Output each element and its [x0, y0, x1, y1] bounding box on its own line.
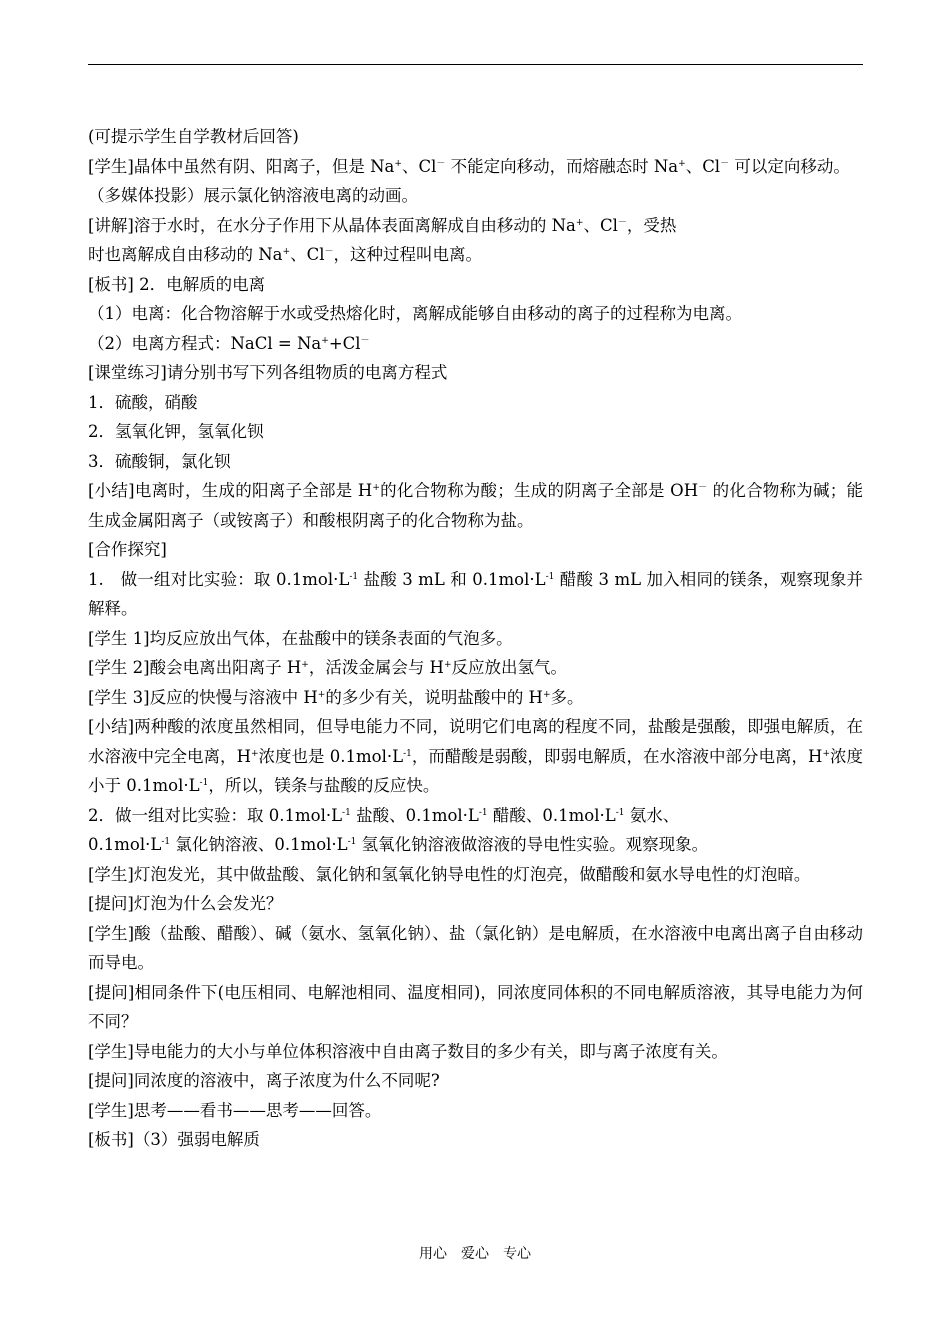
superscript: -1 [545, 571, 555, 582]
text-run: 浓度小于 0.1mol·L [88, 746, 864, 795]
superscript: -1 [615, 807, 625, 818]
text-run: [学生]思考——看书——思考——回答。 [88, 1100, 382, 1120]
text-run: 盐酸、0.1mol·L [350, 805, 479, 825]
text-run: [学生]导电能力的大小与单位体积溶液中自由离子数目的多少有关，即与离子浓度有关。 [88, 1041, 728, 1061]
text-run: [板书]（3）强弱电解质 [88, 1130, 260, 1149]
text-run: 盐酸 3 mL 和 0.1mol·L [358, 569, 546, 589]
text-run: 浓度也是 0.1mol·L [258, 746, 404, 766]
text-run: ，活泼金属会与 H [308, 658, 444, 677]
paragraph [88, 653, 863, 683]
paragraph [88, 683, 863, 713]
text-run: 的多少有关，说明盐酸中的 H [325, 687, 543, 707]
paragraph [88, 122, 863, 152]
superscript: -1 [161, 837, 171, 847]
text-run: （多媒体投影）展示氯化钠溶液电离的动画。 [88, 186, 418, 205]
superscript: + [301, 660, 309, 670]
superscript: -1 [342, 807, 351, 818]
text-run: 氯化钠溶液、0.1mol·L [170, 835, 348, 854]
superscript: + [250, 748, 259, 759]
text-run: 0.1mol·L [88, 835, 162, 854]
paragraph [88, 270, 863, 300]
text-run: [小结]电离时，生成的阳离子全部是 H [88, 481, 373, 500]
text-run: 2．氢氧化钾，氢氧化钡 [88, 422, 264, 441]
superscript: + [317, 689, 326, 700]
text-run: ，所以，镁条与盐酸的反应快。 [208, 776, 440, 795]
text-run: 氨水、 [624, 805, 680, 825]
text-run: 、Cl [583, 215, 618, 235]
text-run: ，而醋酸是弱酸，即弱电解质，在水溶液中部分电离，H [411, 746, 823, 766]
text-run: [提问]灯泡为什么会发光？ [88, 894, 283, 913]
superscript: － [617, 217, 627, 228]
text-run: [提问]相同条件下(电压相同、电解池相同、温度相同)，同浓度同体积的不同电解质溶液，其导电能力为何不同？ [88, 982, 863, 1031]
paragraph [88, 1096, 863, 1126]
text-run: 、Cl [290, 245, 325, 264]
paragraph [88, 476, 863, 535]
paragraph [88, 211, 863, 241]
superscript: + [394, 158, 402, 169]
paragraph [88, 417, 863, 447]
paragraph [88, 889, 863, 919]
paragraph [88, 388, 863, 418]
text-run: 多。 [550, 687, 584, 707]
text-run: [学生 1]均反应放出气体，在盐酸中的镁条表面的气泡多。 [88, 628, 513, 648]
superscript: + [443, 660, 452, 670]
superscript: + [282, 247, 291, 257]
text-run: 2．做一组对比实验：取 0.1mol·L [88, 805, 343, 825]
text-run: 1．硫酸，硝酸 [88, 392, 198, 412]
superscript: － [698, 483, 708, 493]
text-run: 的化合物称为碱；能生成金属阳离子（或铵离子）和酸根阴离子的化合物称为盐。 [88, 481, 864, 530]
text-run: 可以定向移动。 [729, 156, 850, 176]
text-run: 的化合物称为酸；生成的阴离子全部是 OH [379, 481, 699, 500]
text-run: (可提示学生自学教材后回答) [88, 127, 299, 146]
paragraph [88, 860, 863, 890]
paragraph [88, 152, 863, 182]
paragraph [88, 299, 863, 329]
superscript: -1 [199, 778, 209, 788]
superscript: + [542, 689, 551, 700]
paragraph [88, 919, 863, 978]
text-run: [合作探究] [88, 540, 167, 559]
superscript: + [321, 335, 329, 346]
text-run: [学生 3]反应的快慢与溶液中 H [88, 687, 318, 707]
document-body [88, 122, 863, 1155]
superscript: + [575, 217, 584, 228]
text-run: [板书] 2．电解质的电离 [88, 274, 266, 294]
text-run: 、Cl [401, 156, 437, 176]
paragraph [88, 329, 863, 359]
paragraph [88, 1125, 863, 1155]
paragraph [88, 240, 863, 270]
text-run: [学生]灯泡发光，其中做盐酸、氯化钠和氢氧化钠导电性的灯泡亮，做醋酸和氨水导电性的灯泡暗。 [88, 864, 811, 884]
text-run: +Cl [328, 333, 361, 353]
text-run: 时也离解成自由移动的 Na [88, 245, 283, 264]
paragraph [88, 358, 863, 388]
text-run: [小结]两种酸的浓度虽然相同，但导电能力不同，说明它们电离的程度不同，盐酸是强酸，即强电解质，在水溶液中完全电离，H [88, 717, 863, 766]
paragraph [88, 624, 863, 654]
text-run: （1）电离：化合物溶解于水或受热熔化时，离解成能够自由移动的离子的过程称为电离。 [88, 304, 742, 323]
paragraph [88, 1066, 863, 1096]
superscript: － [436, 158, 446, 169]
superscript: + [372, 483, 380, 493]
text-run: [学生]酸（盐酸、醋酸）、碱（氨水、氢氧化钠）、盐（氯化钠）是电解质，在水溶液中电离出离子自由移动而导电。 [88, 923, 863, 972]
text-run: 醋酸、0.1mol·L [487, 805, 616, 825]
superscript: -1 [347, 837, 357, 847]
paragraph [88, 565, 863, 624]
page-footer: 用心 爱心 专心 [419, 1246, 531, 1262]
text-run: 氢氧化钠溶液做溶液的导电性实验。观察现象。 [356, 835, 709, 854]
paragraph [88, 801, 863, 831]
superscript: + [822, 748, 830, 759]
superscript: + [678, 158, 686, 169]
text-run: [课堂练习]请分别书写下列各组物质的电离方程式 [88, 363, 448, 382]
paragraph [88, 181, 863, 211]
header-rule [88, 64, 863, 65]
superscript: － [360, 335, 370, 346]
paragraph [88, 978, 863, 1037]
paragraph [88, 535, 863, 565]
superscript: -1 [349, 571, 359, 582]
text-run: 不能定向移动，而熔融态时 Na [445, 156, 679, 176]
paragraph [88, 712, 863, 801]
text-run: [学生]晶体中虽然有阴、阳离子，但是 Na [88, 156, 395, 176]
text-run: [学生 2]酸会电离出阳离子 H [88, 658, 302, 677]
text-run: ，受热 [626, 215, 677, 235]
superscript: -1 [478, 807, 488, 818]
text-run: （2）电离方程式：NaCl = Na [88, 333, 322, 353]
text-run: [讲解]溶于水时，在水分子作用下从晶体表面离解成自由移动的 Na [88, 215, 576, 235]
text-run: 1. 做一组对比实验：取 0.1mol·L [88, 569, 350, 589]
superscript: － [720, 158, 730, 169]
paragraph [88, 447, 863, 477]
text-run: 3．硫酸铜，氯化钡 [88, 451, 231, 471]
paragraph [88, 1037, 863, 1067]
text-run: 醋酸 3 mL 加入相同的镁条，观察现象并解释。 [88, 569, 863, 618]
text-run: ，这种过程叫电离。 [333, 245, 482, 264]
superscript: -1 [403, 748, 412, 759]
paragraph [88, 830, 863, 860]
text-run: [提问]同浓度的溶液中，离子浓度为什么不同呢? [88, 1071, 440, 1090]
text-run: 反应放出氢气。 [451, 658, 567, 677]
superscript: － [324, 247, 334, 257]
text-run: 、Cl [685, 156, 721, 176]
